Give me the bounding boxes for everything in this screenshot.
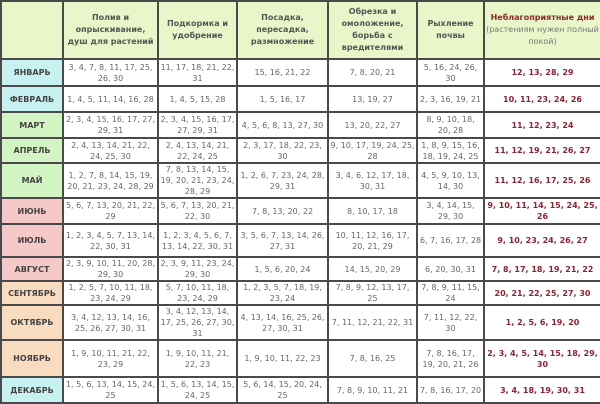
feeding-cell: 7, 8, 13, 14, 15, 19, 20, 21, 23, 24, 28, 29 — [158, 163, 237, 198]
bad-cell: 2, 3, 4, 5, 14, 15, 18, 29, 30 — [484, 340, 600, 377]
watering-cell: 1, 5, 6, 13, 14, 15, 24, 25 — [63, 377, 158, 403]
bad-cell: 10, 11, 23, 24, 26 — [484, 86, 600, 112]
pruning-cell: 9, 10, 17, 19, 24, 25, 28 — [328, 138, 417, 163]
month-cell: ОКТЯБРЬ — [1, 305, 63, 340]
planting-cell: 3, 5, 6, 7, 13, 14, 26, 27, 31 — [237, 224, 328, 257]
loosening-cell: 6, 20, 30, 31 — [417, 257, 484, 281]
loosening-cell: 7, 8, 16, 17, 19, 20, 21, 26 — [417, 340, 484, 377]
pruning-cell: 13, 20, 22, 27 — [328, 112, 417, 138]
watering-cell: 2, 3, 4, 15, 16, 17, 27, 29, 31 — [63, 112, 158, 138]
feeding-cell: 2, 3, 4, 15, 16, 17, 27, 29, 31 — [158, 112, 237, 138]
loosening-cell: 7, 8, 9, 11, 15, 24 — [417, 281, 484, 305]
pruning-cell: 7, 8, 20, 21 — [328, 59, 417, 86]
watering-cell: 3, 4, 7, 8, 11, 17, 25, 26, 30 — [63, 59, 158, 86]
table-row — [1, 377, 600, 403]
bad-cell: 7, 8, 17, 18, 19, 21, 22 — [484, 257, 600, 281]
loosening-cell: 7, 11, 12, 22, 30 — [417, 305, 484, 340]
month-cell: АПРЕЛЬ — [1, 138, 63, 163]
table-row — [1, 86, 600, 112]
month-cell: ДЕКАБРЬ — [1, 377, 63, 403]
watering-cell: 1, 9, 10, 11, 21, 22, 23, 29 — [63, 340, 158, 377]
planting-cell: 4, 5, 6, 8, 13, 27, 30 — [237, 112, 328, 138]
loosening-cell: 1, 8, 9, 15, 16, 18, 19, 24, 25 — [417, 138, 484, 163]
month-cell: АВГУСТ — [1, 257, 63, 281]
loosening-cell: 3, 4, 14, 15, 29, 30 — [417, 198, 484, 224]
feeding-cell: 5, 7, 10, 11, 18, 23, 24, 29 — [158, 281, 237, 305]
loosening-cell: 7, 8, 16, 17, 20 — [417, 377, 484, 403]
watering-cell: 2, 4, 13, 14, 21, 22, 24, 25, 30 — [63, 138, 158, 163]
month-cell: МАЙ — [1, 163, 63, 198]
loosening-cell: 5, 16, 24, 26, 30 — [417, 59, 484, 86]
table-row — [1, 257, 600, 281]
header-feeding: Подкормка и удобрение — [158, 1, 237, 59]
watering-cell: 1, 2, 3, 4, 5, 7, 13, 14, 22, 30, 31 — [63, 224, 158, 257]
planting-cell: 1, 5, 16, 17 — [237, 86, 328, 112]
header-bad-days — [484, 1, 600, 59]
pruning-cell: 3, 4, 6, 12, 17, 18, 30, 31 — [328, 163, 417, 198]
feeding-cell: 3, 4, 12, 13, 14, 17, 25, 26, 27, 30, 31 — [158, 305, 237, 340]
watering-cell: 3, 4, 12, 13, 14, 16, 25, 26, 27, 30, 31 — [63, 305, 158, 340]
loosening-cell: 6, 7, 16, 17, 28 — [417, 224, 484, 257]
header-watering: Полив и опрыскивание, душ для растений — [63, 1, 158, 59]
feeding-cell: 5, 6, 7, 13, 20, 21, 22, 30 — [158, 198, 237, 224]
planting-cell: 7, 8, 13, 20, 22 — [237, 198, 328, 224]
bad-cell: 11, 12, 23, 24 — [484, 112, 600, 138]
planting-cell: 1, 9, 10, 11, 22, 23 — [237, 340, 328, 377]
planting-cell: 1, 2, 6, 7, 23, 24, 28, 29, 31 — [237, 163, 328, 198]
bad-cell: 9, 10, 23, 24, 26, 27 — [484, 224, 600, 257]
month-cell: ИЮЛЬ — [1, 224, 63, 257]
bad-cell: 1, 2, 5, 6, 19, 20 — [484, 305, 600, 340]
feeding-cell: 11, 17, 18, 21, 22, 31 — [158, 59, 237, 86]
pruning-cell: 7, 8, 9, 12, 13, 17, 25 — [328, 281, 417, 305]
header-pruning: Обрезка и омоложение, борьба с вредителями — [328, 1, 417, 59]
pruning-cell: 7, 11, 12, 21, 22, 31 — [328, 305, 417, 340]
month-cell: ФЕВРАЛЬ — [1, 86, 63, 112]
loosening-cell: 4, 5, 9, 10, 13, 14, 30 — [417, 163, 484, 198]
header-loosening: Рыхление почвы — [417, 1, 484, 59]
table-row — [1, 198, 600, 224]
watering-cell: 2, 3, 9, 10, 11, 20, 28, 29, 30 — [63, 257, 158, 281]
table-row — [1, 163, 600, 198]
watering-cell: 1, 2, 5, 7, 10, 11, 18, 23, 24, 29 — [63, 281, 158, 305]
bad-cell: 20, 21, 22, 25, 27, 30 — [484, 281, 600, 305]
bad-cell: 9, 10, 11, 14, 15, 24, 25, 26 — [484, 198, 600, 224]
header-row — [1, 1, 600, 59]
bad-cell: 11, 12, 16, 17, 25, 26 — [484, 163, 600, 198]
feeding-cell: 1, 9, 10, 11, 21, 22, 23 — [158, 340, 237, 377]
bad-cell: 3, 4, 18, 19, 30, 31 — [484, 377, 600, 403]
feeding-cell: 2, 3, 9, 11, 23, 24, 29, 30 — [158, 257, 237, 281]
bad-days-subtitle: (растениям нужен полный покой) — [486, 25, 599, 46]
pruning-cell: 13, 19, 27 — [328, 86, 417, 112]
bad-cell: 11, 12, 19, 21, 26, 27 — [484, 138, 600, 163]
corner-cell — [1, 1, 63, 59]
bad-cell: 12, 13, 28, 29 — [484, 59, 600, 86]
table-row — [1, 305, 600, 340]
pruning-cell: 14, 15, 20, 29 — [328, 257, 417, 281]
month-cell: СЕНТЯБРЬ — [1, 281, 63, 305]
feeding-cell: 1, 2, 3, 4, 5, 6, 7, 13, 14, 22, 30, 31 — [158, 224, 237, 257]
table-row — [1, 281, 600, 305]
table-row — [1, 138, 600, 163]
watering-cell: 1, 2, 7, 8, 14, 15, 19, 20, 21, 23, 24, 28, 29 — [63, 163, 158, 198]
planting-cell: 2, 3, 17, 18, 22, 23, 30 — [237, 138, 328, 163]
table-row — [1, 340, 600, 377]
month-cell: ЯНВАРЬ — [1, 59, 63, 86]
feeding-cell: 2, 4, 13, 14, 21, 22, 24, 25 — [158, 138, 237, 163]
planting-cell: 1, 5, 6, 20, 24 — [237, 257, 328, 281]
bad-days-title: Неблагоприятные дни — [490, 13, 595, 22]
pruning-cell: 8, 10, 17, 18 — [328, 198, 417, 224]
month-cell: ИЮНЬ — [1, 198, 63, 224]
table-row — [1, 224, 600, 257]
loosening-cell: 8, 9, 10, 18, 20, 28 — [417, 112, 484, 138]
planting-cell: 5, 6, 14, 15, 20, 24, 25 — [237, 377, 328, 403]
pruning-cell: 7, 8, 9, 10, 11, 21 — [328, 377, 417, 403]
header-planting: Посадка, пересадка, размножение — [237, 1, 328, 59]
table-row — [1, 112, 600, 138]
table-row — [1, 59, 600, 86]
month-cell: МАРТ — [1, 112, 63, 138]
planting-cell: 15, 16, 21, 22 — [237, 59, 328, 86]
planting-cell: 1, 2, 3, 5, 7, 18, 19, 23, 24 — [237, 281, 328, 305]
pruning-cell: 10, 11, 12, 16, 17, 20, 21, 29 — [328, 224, 417, 257]
feeding-cell: 1, 5, 6, 13, 14, 15, 24, 25 — [158, 377, 237, 403]
loosening-cell: 2, 3, 16, 19, 21 — [417, 86, 484, 112]
month-cell: НОЯБРЬ — [1, 340, 63, 377]
watering-cell: 1, 4, 5, 11, 14, 16, 28 — [63, 86, 158, 112]
watering-cell: 5, 6, 7, 13, 20, 21, 22, 29 — [63, 198, 158, 224]
planting-cell: 4, 13, 14, 16, 25, 26, 27, 30, 31 — [237, 305, 328, 340]
feeding-cell: 1, 4, 5, 15, 28 — [158, 86, 237, 112]
pruning-cell: 7, 8, 16, 25 — [328, 340, 417, 377]
